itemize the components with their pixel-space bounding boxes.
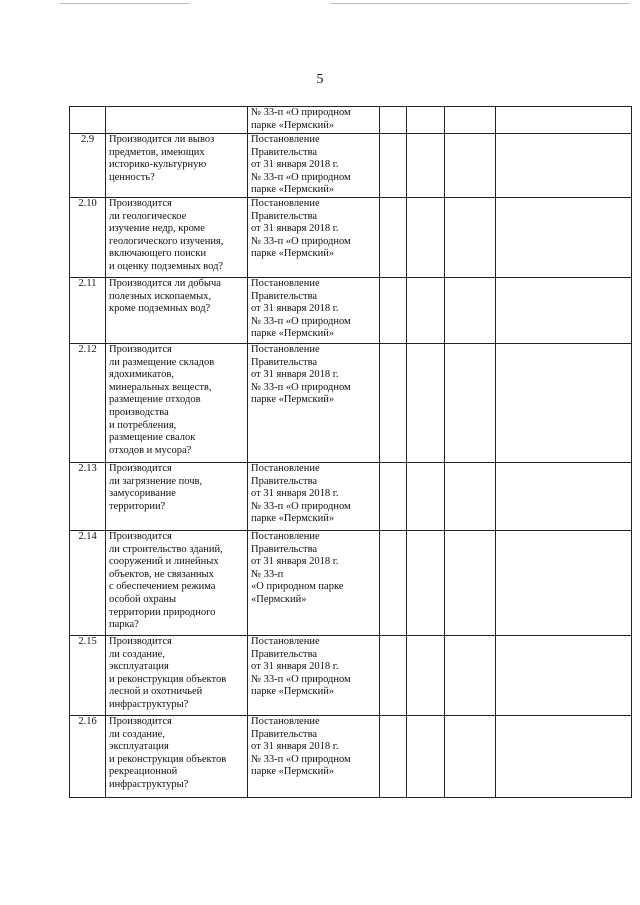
answer-yes-cell[interactable] <box>380 716 407 798</box>
table-row <box>70 716 632 798</box>
reference-line: «Пермский» <box>251 593 307 605</box>
not-applicable-cell[interactable] <box>445 198 496 278</box>
reference-line: № 33-п <box>251 568 284 580</box>
question-cell <box>106 107 248 134</box>
reference-line: от 31 января 2018 г. <box>251 741 339 753</box>
question-line: полезных ископаемых, <box>109 290 212 302</box>
reference-line: № 33-п «О природном <box>251 107 351 118</box>
question-line: ли размещение складов <box>109 356 215 368</box>
item-number: 2.12 <box>70 344 106 463</box>
reference-line: Постановление <box>251 531 320 542</box>
answer-yes-cell[interactable] <box>380 198 407 278</box>
question-line: и реконструкция объектов <box>109 673 227 685</box>
notes-cell[interactable] <box>496 134 632 198</box>
reference-cell <box>248 278 380 344</box>
reference-line: парке «Пермский» <box>251 513 335 525</box>
scan-mark-left <box>60 3 190 4</box>
question-line: сооружений и линейных <box>109 556 219 568</box>
reference-line: Постановление <box>251 198 320 209</box>
answer-no-cell[interactable] <box>407 531 445 636</box>
reference-cell <box>248 463 380 531</box>
reference-line: Постановление <box>251 636 320 647</box>
not-applicable-cell[interactable] <box>445 636 496 716</box>
reference-line: Правительства <box>251 356 318 368</box>
answer-no-cell[interactable] <box>407 107 445 134</box>
reference-line: Правительства <box>251 648 318 660</box>
answer-no-cell[interactable] <box>407 134 445 198</box>
question-line: ядохимикатов, <box>109 369 174 381</box>
question-line: Производится <box>109 716 172 727</box>
table-row <box>70 531 632 636</box>
notes-cell[interactable] <box>496 716 632 798</box>
reference-cell <box>248 134 380 198</box>
question-line: Производится <box>109 636 172 647</box>
question-line: инфраструктуры? <box>109 698 189 710</box>
question-line: производства <box>109 406 169 418</box>
item-number: 2.11 <box>70 278 106 344</box>
question-line: размещение отходов <box>109 394 201 406</box>
reference-line: № 33-п «О природном <box>251 235 351 247</box>
reference-line: от 31 января 2018 г. <box>251 661 339 673</box>
not-applicable-cell[interactable] <box>445 531 496 636</box>
table-row <box>70 344 632 463</box>
answer-no-cell[interactable] <box>407 636 445 716</box>
question-line: с обеспечением режима <box>109 581 216 593</box>
question-line: предметов, имеющих <box>109 146 205 158</box>
reference-cell <box>248 198 380 278</box>
reference-line: № 33-п «О природном <box>251 753 351 765</box>
answer-no-cell[interactable] <box>407 344 445 463</box>
reference-cell <box>248 107 380 134</box>
scan-mark-right <box>330 3 630 4</box>
answer-no-cell[interactable] <box>407 463 445 531</box>
question-line: минеральных веществ, <box>109 381 212 393</box>
question-line: Производится ли вывоз <box>109 134 215 145</box>
item-number: 2.15 <box>70 636 106 716</box>
question-line: кроме подземных вод? <box>109 303 211 315</box>
item-number <box>70 107 106 134</box>
answer-yes-cell[interactable] <box>380 463 407 531</box>
question-line: историко-культурную <box>109 159 207 171</box>
question-line: особой охраны <box>109 593 177 605</box>
reference-line: от 31 января 2018 г. <box>251 488 339 500</box>
answer-no-cell[interactable] <box>407 278 445 344</box>
question-line: Производится <box>109 463 172 474</box>
table-row <box>70 463 632 531</box>
reference-line: парке «Пермский» <box>251 394 335 406</box>
question-line: территории? <box>109 500 166 512</box>
question-line: Производится <box>109 531 172 542</box>
reference-line: «О природном парке <box>251 581 344 593</box>
reference-line: парке «Пермский» <box>251 766 335 778</box>
reference-line: парке «Пермский» <box>251 686 335 698</box>
question-line: геологического изучения, <box>109 235 224 247</box>
answer-yes-cell[interactable] <box>380 344 407 463</box>
reference-line: Постановление <box>251 344 320 355</box>
notes-cell[interactable] <box>496 344 632 463</box>
answer-no-cell[interactable] <box>407 716 445 798</box>
not-applicable-cell[interactable] <box>445 344 496 463</box>
question-line: Производится <box>109 198 172 209</box>
page-number: 5 <box>316 72 324 87</box>
answer-yes-cell[interactable] <box>380 531 407 636</box>
answer-yes-cell[interactable] <box>380 278 407 344</box>
table-row <box>70 198 632 278</box>
reference-cell <box>248 716 380 798</box>
reference-line: № 33-п «О природном <box>251 673 351 685</box>
not-applicable-cell[interactable] <box>445 278 496 344</box>
item-number: 2.10 <box>70 198 106 278</box>
question-line: территории природного <box>109 606 216 618</box>
reference-line: Правительства <box>251 728 318 740</box>
reference-line: № 33-п «О природном <box>251 171 351 183</box>
question-line: Производится <box>109 344 172 355</box>
table-row <box>70 107 632 134</box>
answer-no-cell[interactable] <box>407 198 445 278</box>
reference-line: Правительства <box>251 210 318 222</box>
reference-line: от 31 января 2018 г. <box>251 159 339 171</box>
reference-line: от 31 января 2018 г. <box>251 369 339 381</box>
reference-line: от 31 января 2018 г. <box>251 556 339 568</box>
question-line: парка? <box>109 619 139 631</box>
notes-cell[interactable] <box>496 198 632 278</box>
question-line: Производится ли добыча <box>109 278 221 289</box>
reference-line: № 33-п «О природном <box>251 381 351 393</box>
question-cell <box>106 531 248 636</box>
notes-cell[interactable] <box>496 636 632 716</box>
table-row <box>70 636 632 716</box>
question-line: инфраструктуры? <box>109 778 189 790</box>
question-line: и реконструкция объектов <box>109 753 227 765</box>
question-line: эксплуатация <box>109 661 169 673</box>
reference-line: от 31 января 2018 г. <box>251 223 339 235</box>
reference-line: Правительства <box>251 475 318 487</box>
question-line: ли создание, <box>109 648 165 660</box>
question-line: ли создание, <box>109 728 165 740</box>
item-number: 2.9 <box>70 134 106 198</box>
reference-cell <box>248 344 380 463</box>
question-line: замусоривание <box>109 488 176 500</box>
table-row <box>70 278 632 344</box>
answer-yes-cell[interactable] <box>380 107 407 134</box>
answer-yes-cell[interactable] <box>380 636 407 716</box>
reference-line: Правительства <box>251 290 318 302</box>
notes-cell[interactable] <box>496 531 632 636</box>
not-applicable-cell[interactable] <box>445 107 496 134</box>
question-line: изучение недр, кроме <box>109 223 205 235</box>
question-line: и оценку подземных вод? <box>109 260 224 272</box>
not-applicable-cell[interactable] <box>445 463 496 531</box>
reference-line: Постановление <box>251 134 320 145</box>
reference-line: Правительства <box>251 146 318 158</box>
notes-cell[interactable] <box>496 463 632 531</box>
question-line: ли загрязнение почв, <box>109 475 203 487</box>
question-line: включающего поиски <box>109 248 207 260</box>
question-cell <box>106 134 248 198</box>
reference-line: парке «Пермский» <box>251 328 335 340</box>
question-cell <box>106 198 248 278</box>
question-line: и потребления, <box>109 419 177 431</box>
question-cell <box>106 463 248 531</box>
question-cell <box>106 636 248 716</box>
reference-line: парке «Пермский» <box>251 184 335 196</box>
question-line: лесной и охотничьей <box>109 686 203 698</box>
reference-line: Постановление <box>251 463 320 474</box>
reference-line: парке «Пермский» <box>251 119 335 131</box>
question-line: рекреационной <box>109 766 178 778</box>
question-line: эксплуатация <box>109 741 169 753</box>
question-line: отходов и мусора? <box>109 444 192 456</box>
notes-cell[interactable] <box>496 107 632 134</box>
not-applicable-cell[interactable] <box>445 716 496 798</box>
reference-line: от 31 января 2018 г. <box>251 303 339 315</box>
answer-yes-cell[interactable] <box>380 134 407 198</box>
question-cell <box>106 278 248 344</box>
reference-line: № 33-п «О природном <box>251 315 351 327</box>
checklist-table <box>69 106 632 798</box>
question-line: размещение свалок <box>109 432 196 444</box>
reference-line: парке «Пермский» <box>251 248 335 260</box>
not-applicable-cell[interactable] <box>445 134 496 198</box>
reference-line: № 33-п «О природном <box>251 500 351 512</box>
question-cell <box>106 716 248 798</box>
reference-line: Правительства <box>251 543 318 555</box>
item-number: 2.16 <box>70 716 106 798</box>
question-line: объектов, не связанных <box>109 568 214 580</box>
reference-cell <box>248 636 380 716</box>
question-line: ли строительство зданий, <box>109 543 223 555</box>
item-number: 2.13 <box>70 463 106 531</box>
reference-line: Постановление <box>251 278 320 289</box>
table-row <box>70 134 632 198</box>
reference-cell <box>248 531 380 636</box>
question-cell <box>106 344 248 463</box>
question-line: ли геологическое <box>109 210 187 222</box>
question-line: ценность? <box>109 171 155 183</box>
reference-line: Постановление <box>251 716 320 727</box>
item-number: 2.14 <box>70 531 106 636</box>
notes-cell[interactable] <box>496 278 632 344</box>
